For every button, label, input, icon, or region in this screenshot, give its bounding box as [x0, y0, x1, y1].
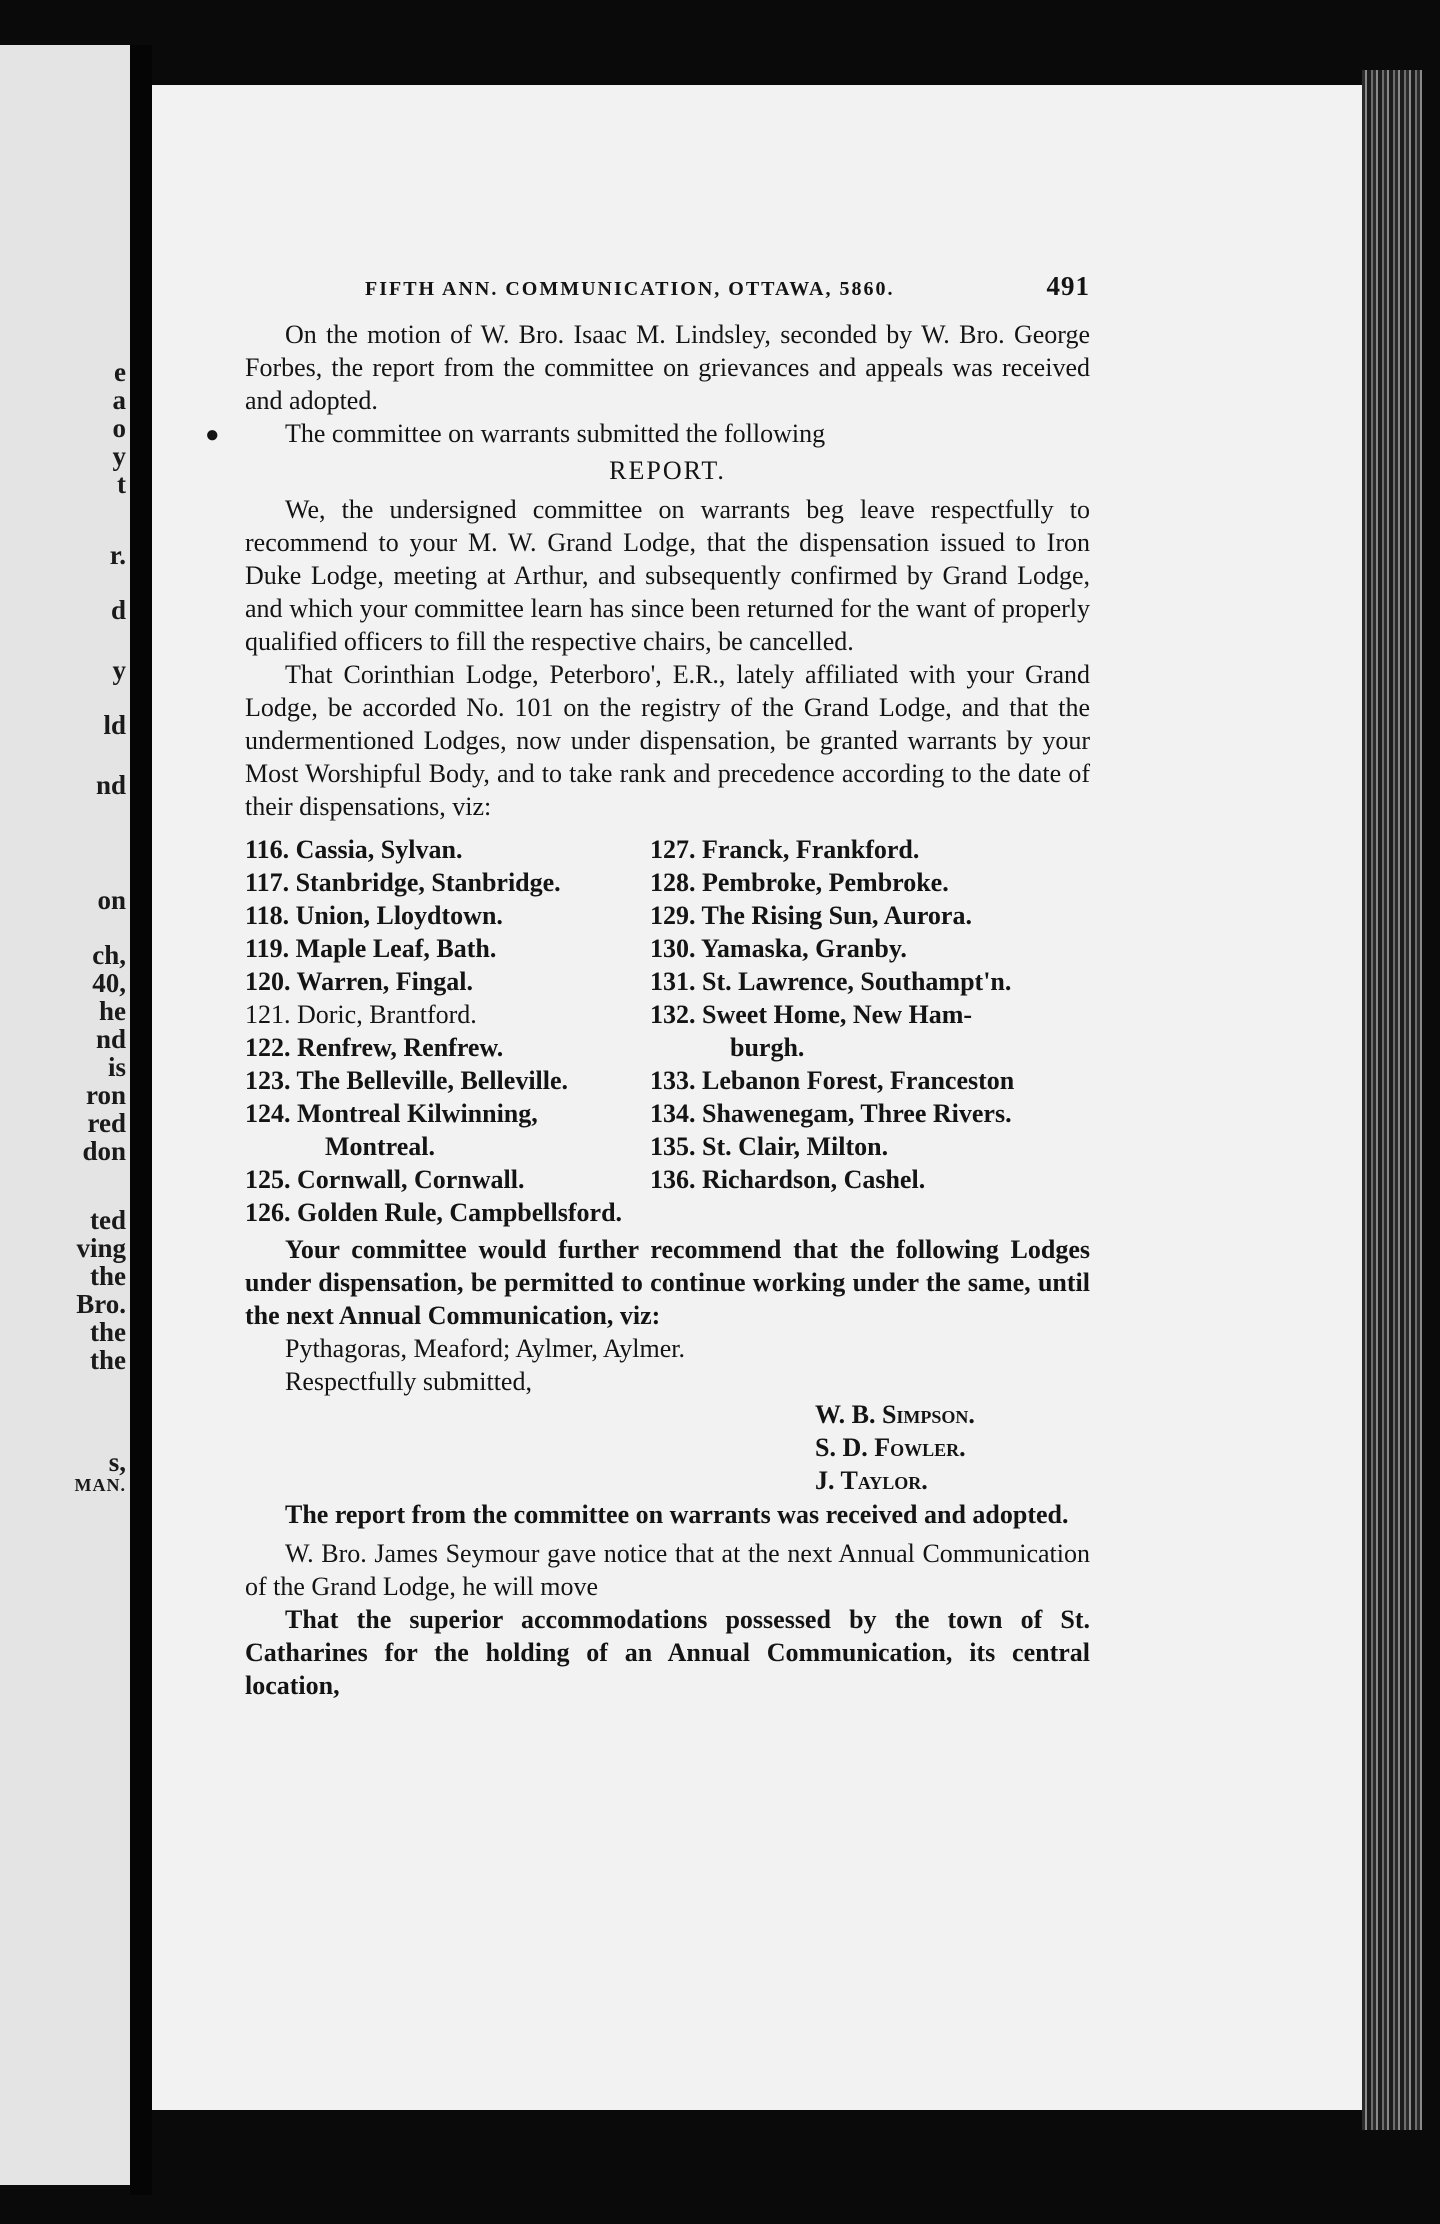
paragraph-further-recommend: Your committee would further recommend that the following Lodges under dispensation, be permitted to continue working under the same, until the next Annual Communication, viz:: [245, 1235, 1090, 1330]
left-fragment: ld: [103, 710, 126, 740]
left-fragment: ving: [76, 1233, 126, 1263]
paragraph-committee-warrants-text: The committee on warrants submitted the following: [285, 419, 826, 448]
left-fragment: o: [112, 413, 126, 443]
bullet-mark-icon: ●: [205, 422, 220, 448]
page-edges: [1362, 70, 1422, 2130]
left-fragment: Bro.: [76, 1289, 126, 1319]
lodge-entry: 129. The Rising Sun, Aurora.: [650, 901, 972, 930]
left-fragment: ch,: [92, 940, 126, 970]
left-fragment: the: [90, 1261, 126, 1291]
lodge-entry: 116. Cassia, Sylvan.: [245, 835, 463, 864]
report-heading: REPORT.: [609, 456, 726, 485]
paragraph-report-adopted: The report from the committee on warrants was received and adopted.: [285, 1500, 1069, 1529]
paragraph-seymour-notice: W. Bro. James Seymour gave notice that at the next Annual Communication of the Grand Lodge, he will move: [245, 1539, 1090, 1601]
left-fragment: y: [112, 441, 126, 471]
left-fragment: the: [90, 1345, 126, 1375]
lodge-entry: 122. Renfrew, Renfrew.: [245, 1033, 504, 1062]
lodge-list: [245, 833, 1090, 1229]
left-page: [0, 45, 130, 2185]
left-fragment: nd: [95, 1024, 126, 1054]
left-fragment: MAN.: [74, 1475, 126, 1495]
lodge-entry: 126. Golden Rule, Campbellsford.: [245, 1198, 623, 1227]
left-fragment: 40,: [92, 968, 126, 998]
left-fragment: a: [112, 385, 126, 415]
signature-simpson: W. B. Simpson.: [815, 1400, 975, 1429]
left-fragment: e: [114, 357, 126, 387]
left-fragment: is: [107, 1052, 126, 1082]
paragraph-pythagoras: Pythagoras, Meaford; Aylmer, Aylmer.: [285, 1334, 686, 1363]
page-number: 491: [1046, 271, 1090, 301]
page-content: [205, 270, 1090, 1702]
left-fragment: s,: [108, 1447, 126, 1477]
paragraph-respectfully: Respectfully submitted,: [285, 1367, 532, 1396]
left-fragment: he: [99, 996, 126, 1026]
lodge-entry: 127. Franck, Frankford.: [650, 835, 920, 864]
left-fragment: red: [87, 1108, 126, 1138]
paragraph-corinthian: That Corinthian Lodge, Peterboro', E.R., lately affiliated with your Grand Lodge, be accorded No. 101 on the registry of the Grand Lodge, and that the undermentioned Lodges, now under dispensation, be granted warrants by your Most Worshipful Body, and to take rank and precedence according to the date of their dispensations, viz:: [245, 660, 1090, 821]
left-fragment: nd: [95, 770, 126, 800]
lodge-entry: 130. Yamaska, Granby.: [650, 934, 907, 963]
paragraph-committee-warrants: [205, 417, 1090, 450]
lodge-column-left: [245, 833, 650, 1229]
left-fragment: ron: [85, 1080, 126, 1110]
lodge-entry-continued: Montreal.: [325, 1132, 435, 1161]
left-fragment: the: [90, 1317, 126, 1347]
left-fragment: on: [97, 885, 126, 915]
left-fragment: d: [110, 595, 126, 625]
running-title: FIFTH ANN. COMMUNICATION, OTTAWA, 5860.: [365, 278, 895, 300]
lodge-column-right: [650, 833, 1090, 1229]
left-fragment: y: [112, 655, 126, 685]
lodge-entry: 120. Warren, Fingal.: [245, 967, 473, 996]
book-gutter: [130, 45, 152, 2195]
left-fragment: r.: [109, 540, 126, 570]
paragraph-motion: On the motion of W. Bro. Isaac M. Lindsley, seconded by W. Bro. George Forbes, the report from the committee on grievances and appeals was received and adopted.: [245, 320, 1090, 415]
lodge-entry-continued: burgh.: [730, 1033, 805, 1062]
signature-taylor: J. Taylor.: [815, 1466, 928, 1495]
lodge-entry: 132. Sweet Home, New Ham-: [650, 1000, 973, 1029]
lodge-entry: 135. St. Clair, Milton.: [650, 1132, 889, 1161]
paragraph-st-catharines: That the superior accommodations possessed by the town of St. Catharines for the holding of an Annual Communication, its central location,: [245, 1605, 1090, 1700]
left-fragment: ted: [90, 1205, 126, 1235]
running-header: [245, 270, 1090, 306]
lodge-entry: 117. Stanbridge, Stanbridge.: [245, 868, 561, 897]
signature-block: [245, 1398, 1090, 1498]
left-fragment: t: [117, 469, 126, 499]
lodge-entry: 134. Shawenegam, Three Rivers.: [650, 1099, 1012, 1128]
lodge-entry: 119. Maple Leaf, Bath.: [245, 934, 497, 963]
lodge-entry: 123. The Belleville, Belleville.: [245, 1066, 569, 1095]
lodge-entry: 136. Richardson, Cashel.: [650, 1165, 926, 1194]
lodge-entry: 133. Lebanon Forest, Franceston: [650, 1066, 1015, 1095]
lodge-entry: 128. Pembroke, Pembroke.: [650, 868, 949, 897]
lodge-entry: 118. Union, Lloydtown.: [245, 901, 503, 930]
paragraph-iron-duke: We, the undersigned committee on warrants beg leave respectfully to recommend to your M. W. Grand Lodge, that the dispensation issued to Iron Duke Lodge, meeting at Arthur, and subsequently confirmed by Grand Lodge, and which your committee learn has since been returned for the want of properly qualified officers to fill the respective chairs, be cancelled.: [245, 495, 1090, 656]
lodge-entry: 131. St. Lawrence, Southampt'n.: [650, 967, 1012, 996]
lodge-entry: 124. Montreal Kilwinning,: [245, 1099, 538, 1128]
lodge-entry: 125. Cornwall, Cornwall.: [245, 1165, 525, 1194]
lodge-entry: 121. Doric, Brantford.: [245, 1000, 477, 1029]
signature-fowler: S. D. Fowler.: [815, 1433, 966, 1462]
left-fragment: don: [82, 1136, 126, 1166]
